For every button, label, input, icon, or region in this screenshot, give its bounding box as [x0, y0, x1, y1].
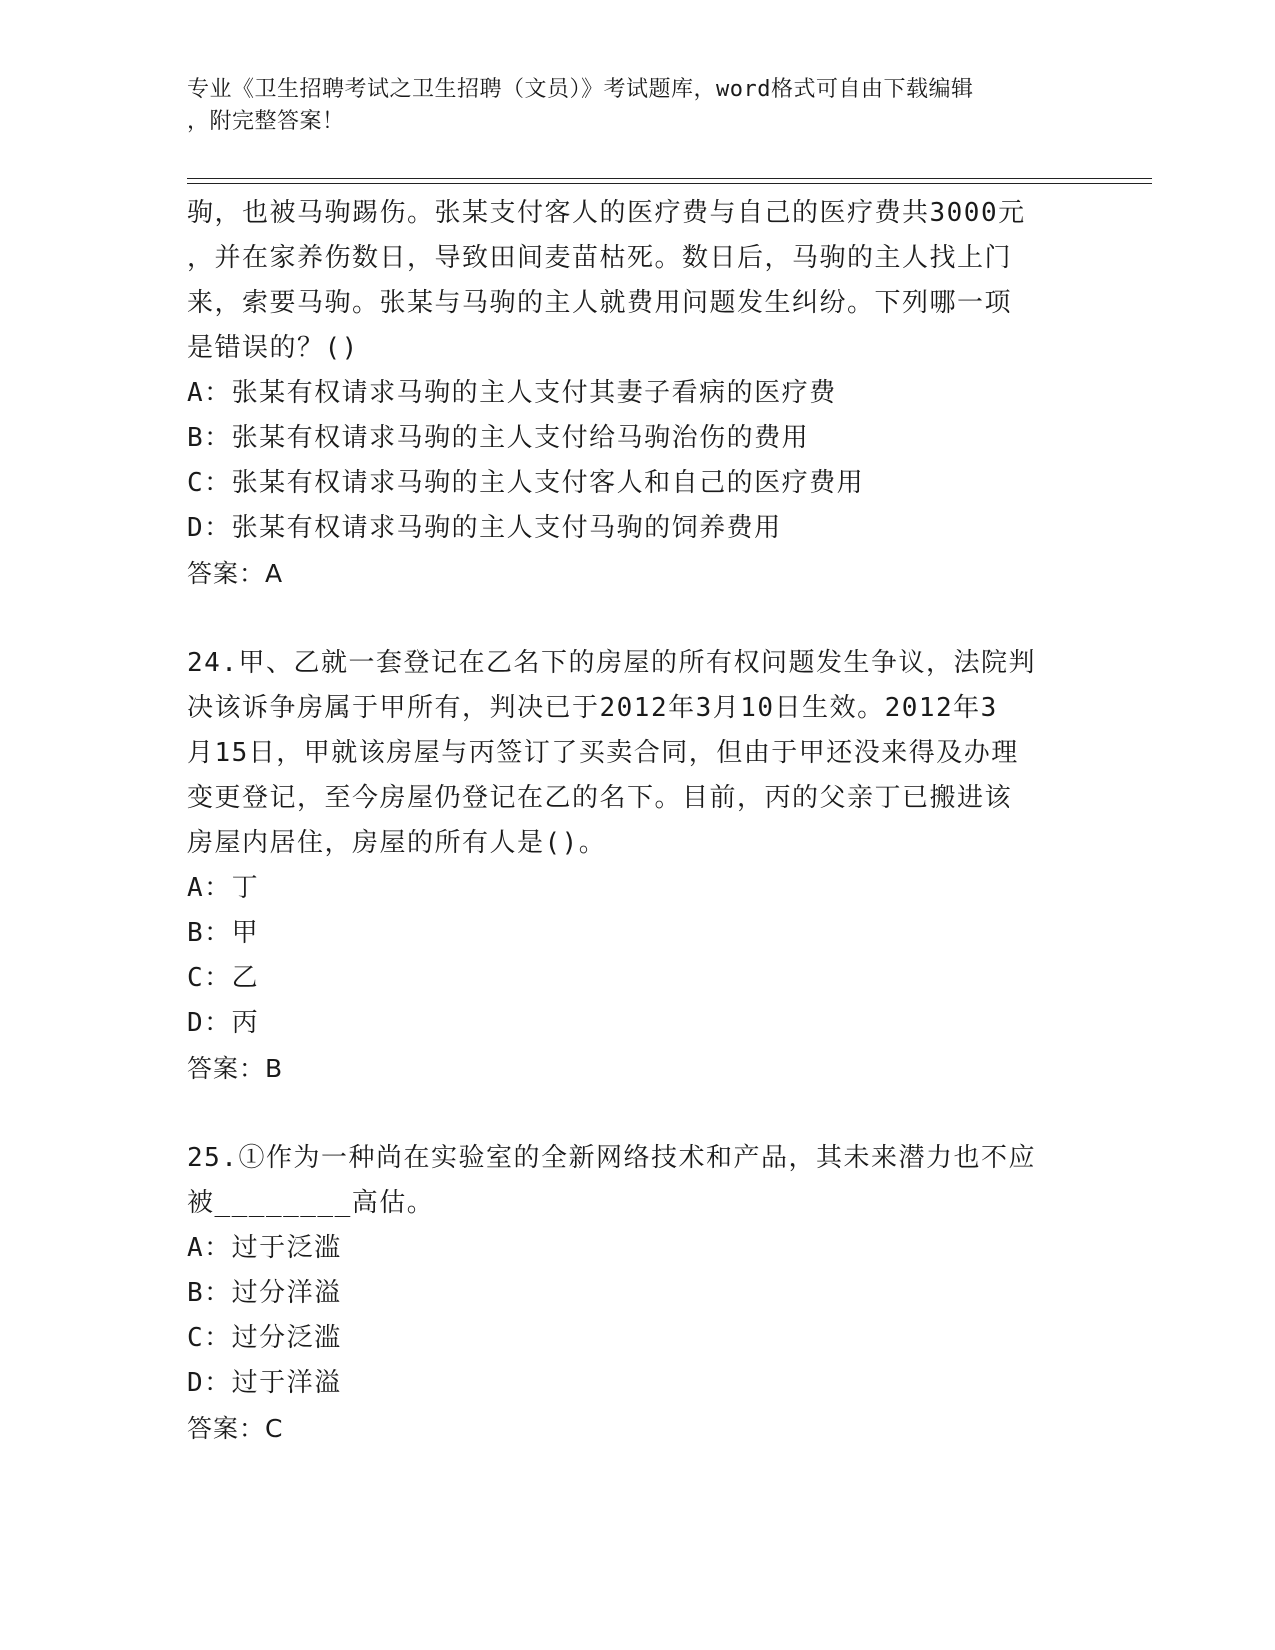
question-24: [187, 641, 1087, 1091]
question-text-line: 25.①作为一种尚在实验室的全新网络技术和产品，其未来潜力也不应: [187, 1143, 1036, 1173]
answer-label: 答案：B: [187, 1054, 284, 1083]
option-a: A：丁: [187, 873, 260, 903]
option-c: C：乙: [187, 963, 260, 993]
option-d: D：过于洋溢: [187, 1368, 342, 1398]
question-text-line: ，并在家养伤数日，导致田间麦苗枯死。数日后，马驹的主人找上门: [187, 243, 1013, 273]
answer-label: 答案：C: [187, 1414, 284, 1443]
question-text-line: 月15日，甲就该房屋与丙签订了买卖合同，但由于甲还没来得及办理: [187, 738, 1019, 768]
question-text-line: 24.甲、乙就一套登记在乙名下的房屋的所有权问题发生争议，法院判: [187, 648, 1036, 678]
option-b: B：张某有权请求马驹的主人支付给马驹治伤的费用: [187, 423, 810, 453]
option-b: B：甲: [187, 918, 260, 948]
question-23: [187, 191, 1087, 596]
header-line-1: 专业《卫生招聘考试之卫生招聘（文员）》考试题库，word格式可自由下载编辑: [187, 77, 974, 102]
option-a: A：过于泛滥: [187, 1233, 342, 1263]
header-line-2: ，附完整答案！: [187, 109, 345, 134]
option-c: C：过分泛滥: [187, 1323, 342, 1353]
option-d: D：张某有权请求马驹的主人支付马驹的饲养费用: [187, 513, 782, 543]
question-text-line: 来，索要马驹。张某与马驹的主人就费用问题发生纠纷。下列哪一项: [187, 288, 1013, 318]
question-text-line: 房屋内居住，房屋的所有人是()。: [187, 828, 607, 858]
question-text-line: 变更登记，至今房屋仍登记在乙的名下。目前，丙的父亲丁已搬进该: [187, 783, 1013, 813]
question-list: [187, 191, 1087, 1451]
option-c: C：张某有权请求马驹的主人支付客人和自己的医疗费用: [187, 468, 865, 498]
answer-label: 答案：A: [187, 559, 284, 588]
header-rule-bottom: [187, 183, 1152, 184]
question-25: [187, 1136, 1087, 1451]
question-text-line: 是错误的？(): [187, 333, 359, 363]
question-text-line: 被________高估。: [187, 1188, 435, 1218]
option-b: B：过分洋溢: [187, 1278, 342, 1308]
question-text-line: 驹，也被马驹踢伤。张某支付客人的医疗费与自己的医疗费共3000元: [187, 198, 1026, 228]
option-a: A：张某有权请求马驹的主人支付其妻子看病的医疗费: [187, 378, 837, 408]
document-header: [187, 74, 1067, 138]
question-text-line: 决该诉争房属于甲所有，判决已于2012年3月10日生效。2012年3: [187, 693, 998, 723]
header-rule-top: [187, 178, 1152, 179]
option-d: D：丙: [187, 1008, 260, 1038]
